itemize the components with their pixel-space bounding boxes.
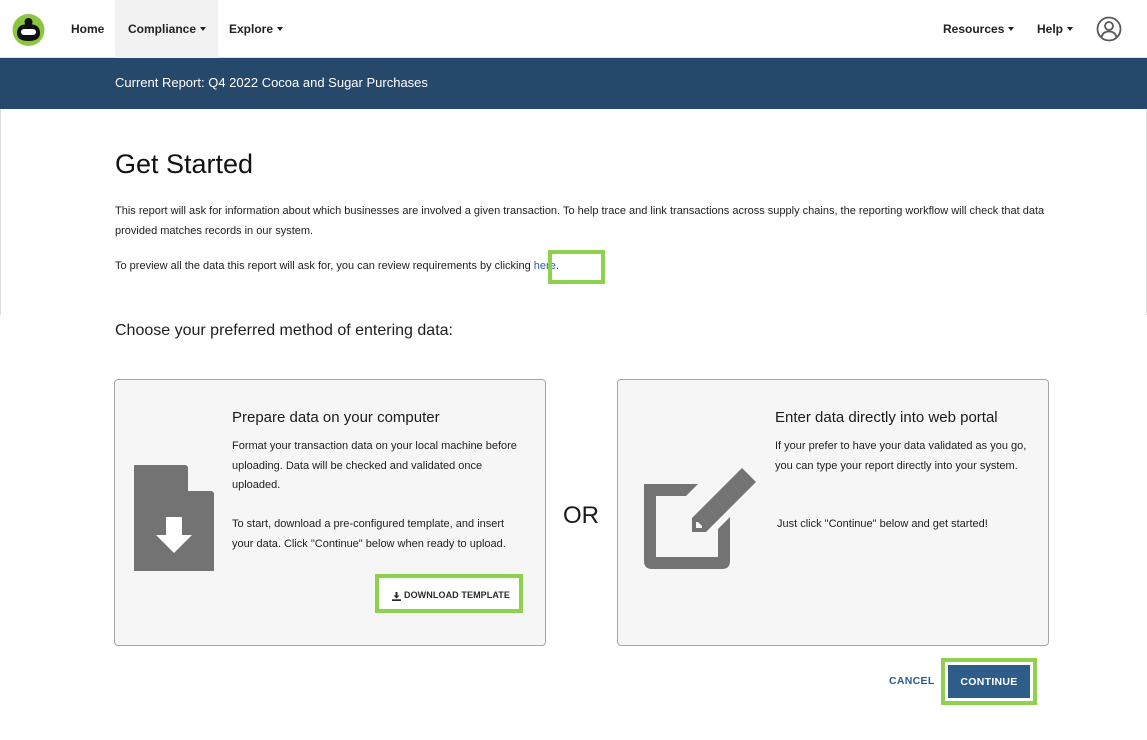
caret-down-icon (200, 27, 206, 31)
nav-home[interactable]: Home (71, 22, 105, 36)
nav-help-label: Help (1037, 22, 1064, 36)
nav-help-dropdown[interactable] (1024, 0, 1086, 58)
option-computer-title: Prepare data on your computer (232, 409, 440, 426)
nav-compliance-label: Compliance (128, 22, 197, 36)
nav-compliance-dropdown[interactable] (115, 0, 218, 58)
caret-down-icon (1008, 27, 1014, 31)
current-report-banner (0, 58, 1147, 109)
option-portal-instructions: Just click "Continue" below and get started! (777, 518, 988, 530)
option-card-web-portal (617, 379, 1049, 646)
download-template-label: DOWNLOAD TEMPLATE (403, 590, 511, 601)
nav-resources-dropdown[interactable] (930, 0, 1027, 58)
highlight-box-download-template (375, 574, 523, 613)
option-portal-title: Enter data directly into web portal (775, 409, 998, 426)
nav-resources-label: Resources (943, 22, 1005, 36)
edit-pencil-icon (636, 465, 758, 573)
requirements-here-link[interactable]: here (533, 260, 556, 272)
robot-face-logo-icon[interactable] (12, 13, 45, 46)
highlight-box-here-link (548, 250, 605, 284)
preview-end: . (555, 260, 559, 272)
nav-explore-dropdown[interactable] (216, 0, 296, 58)
cancel-button[interactable]: CANCEL (889, 675, 935, 687)
preview-requirements-text (115, 260, 559, 272)
caret-down-icon (1067, 27, 1073, 31)
nav-explore-label: Explore (229, 22, 274, 36)
choose-method-label: Choose your preferred method of entering data: (115, 322, 453, 339)
option-computer-instructions: To start, download a pre-configured template, and insert your data. Click "Continue" below when ready to upload. (232, 518, 506, 550)
top-navbar (0, 0, 1147, 58)
or-separator: OR (563, 502, 599, 529)
current-report-title: Current Report: Q4 2022 Cocoa and Sugar Purchases (115, 75, 428, 90)
option-portal-description: If your prefer to have your data validated as you go, you can type your report directly into your system. (775, 440, 1027, 472)
preview-text: To preview all the data this report will ask for, you can review requirements by clicking (115, 260, 534, 272)
caret-down-icon (277, 27, 283, 31)
user-account-icon[interactable] (1096, 16, 1122, 42)
continue-button[interactable]: CONTINUE (948, 665, 1030, 698)
intro-paragraph: This report will ask for information about which businesses are involved a given transaction. To help trace and link transactions across supply chains, the reporting workflow will check that data provided matches records in our system. (115, 205, 1045, 237)
file-download-icon (134, 465, 214, 571)
page-title: Get Started (115, 149, 254, 179)
option-computer-description: Format your transaction data on your local machine before uploading. Data will be checked and validated once uploaded. (232, 440, 517, 491)
highlight-box-continue (941, 658, 1037, 705)
